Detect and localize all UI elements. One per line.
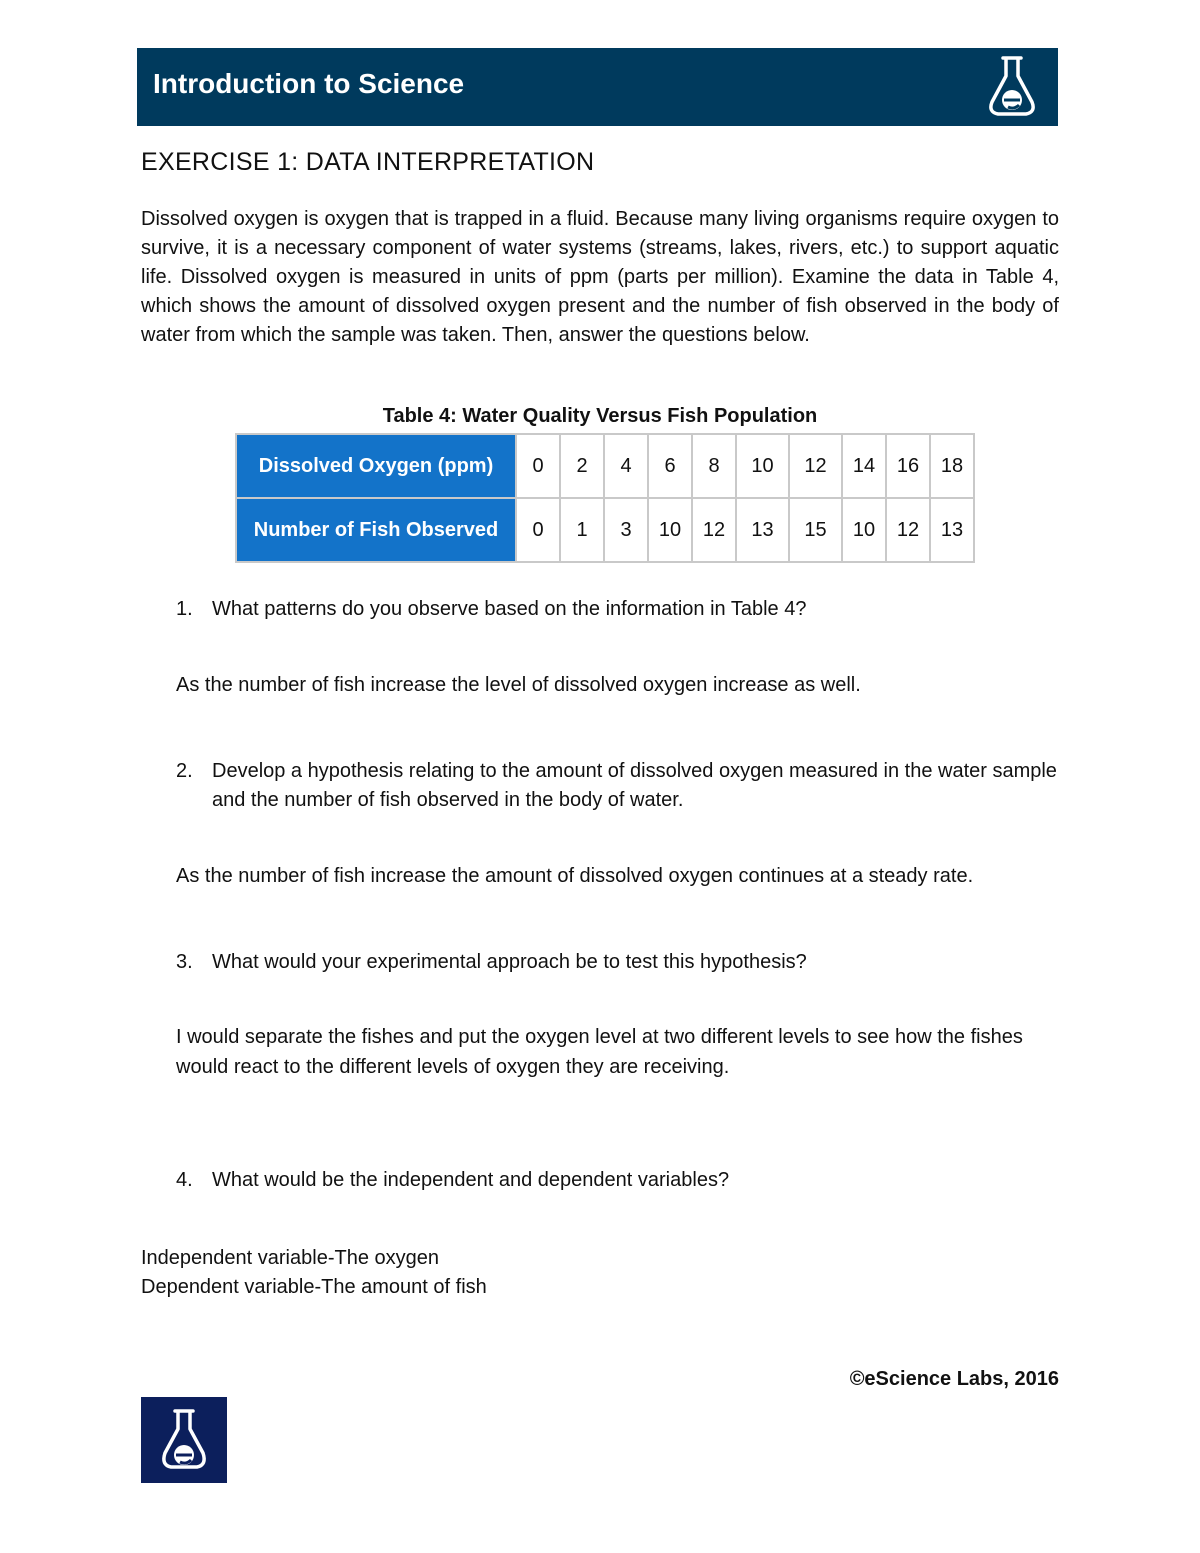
table-cell: 16 bbox=[886, 434, 930, 498]
question-3 bbox=[176, 948, 1062, 977]
question-2 bbox=[176, 757, 1062, 815]
question-text: What patterns do you observe based on the information in Table 4? bbox=[212, 598, 807, 620]
table-cell: 10 bbox=[842, 498, 886, 562]
answer-1: As the number of fish increase the level of dissolved oxygen increase as well. bbox=[176, 674, 861, 696]
flask-logo-icon bbox=[986, 56, 1038, 118]
variables-answer bbox=[141, 1244, 487, 1302]
question-text: What would be the independent and dependent variables? bbox=[212, 1169, 730, 1191]
independent-variable: Independent variable-The oxygen bbox=[141, 1247, 439, 1269]
table-cell: 12 bbox=[789, 434, 842, 498]
question-number: 4. bbox=[176, 1169, 193, 1191]
table-cell: 1 bbox=[560, 498, 604, 562]
question-number: 1. bbox=[176, 598, 193, 620]
header-title: Introduction to Science bbox=[153, 68, 465, 99]
question-number: 3. bbox=[176, 951, 193, 973]
table-cell: 14 bbox=[842, 434, 886, 498]
table-cell: 0 bbox=[516, 498, 560, 562]
table-cell: 12 bbox=[886, 498, 930, 562]
row-header-oxygen: Dissolved Oxygen (ppm) bbox=[236, 434, 516, 498]
table-cell: 12 bbox=[692, 498, 736, 562]
table-caption: Table 4: Water Quality Versus Fish Population bbox=[382, 405, 818, 427]
table-cell: 13 bbox=[930, 498, 974, 562]
table-cell: 4 bbox=[604, 434, 648, 498]
intro-paragraph: Dissolved oxygen is oxygen that is trapped in a fluid. Because many living organisms require oxygen to survive, it is a necessary component of water systems (streams, lakes, rivers, etc.) to support aquatic life. Dissolved oxygen is measured in units of ppm (parts per million). Examine the data in Table 4, which shows the amount of dissolved oxygen present and the number of fish observed in the body of water from which the sample was taken. Then, answer the questions below. bbox=[141, 208, 1059, 346]
data-table bbox=[235, 433, 975, 563]
flask-logo-icon bbox=[141, 1397, 227, 1483]
table-row-oxygen bbox=[236, 434, 974, 498]
dependent-variable: Dependent variable-The amount of fish bbox=[141, 1276, 487, 1298]
footer-logo bbox=[141, 1397, 227, 1483]
table-cell: 2 bbox=[560, 434, 604, 498]
answer-2: As the number of fish increase the amount of dissolved oxygen continues at a steady rate. bbox=[176, 865, 974, 887]
copyright: ©eScience Labs, 2016 bbox=[849, 1368, 1059, 1390]
answer-3: I would separate the fishes and put the oxygen level at two different levels to see how the fishes would react to the different levels of oxygen they are receiving. bbox=[176, 1026, 1023, 1078]
table-row-fish bbox=[236, 498, 974, 562]
exercise-title: EXERCISE 1: DATA INTERPRETATION bbox=[141, 148, 595, 176]
table-cell: 15 bbox=[789, 498, 842, 562]
table-cell: 6 bbox=[648, 434, 692, 498]
question-text: Develop a hypothesis relating to the amount of dissolved oxygen measured in the water sample and the number of fish observed in the body of water. bbox=[212, 760, 1057, 811]
table-cell: 0 bbox=[516, 434, 560, 498]
table-cell: 10 bbox=[736, 434, 789, 498]
question-4 bbox=[176, 1166, 1062, 1195]
question-text: What would your experimental approach be to test this hypothesis? bbox=[212, 951, 807, 973]
row-header-fish: Number of Fish Observed bbox=[236, 498, 516, 562]
question-1 bbox=[176, 595, 1062, 624]
table-cell: 3 bbox=[604, 498, 648, 562]
table-cell: 18 bbox=[930, 434, 974, 498]
table-cell: 8 bbox=[692, 434, 736, 498]
question-number: 2. bbox=[176, 760, 193, 782]
table-cell: 13 bbox=[736, 498, 789, 562]
table-cell: 10 bbox=[648, 498, 692, 562]
header-banner bbox=[137, 48, 1058, 126]
